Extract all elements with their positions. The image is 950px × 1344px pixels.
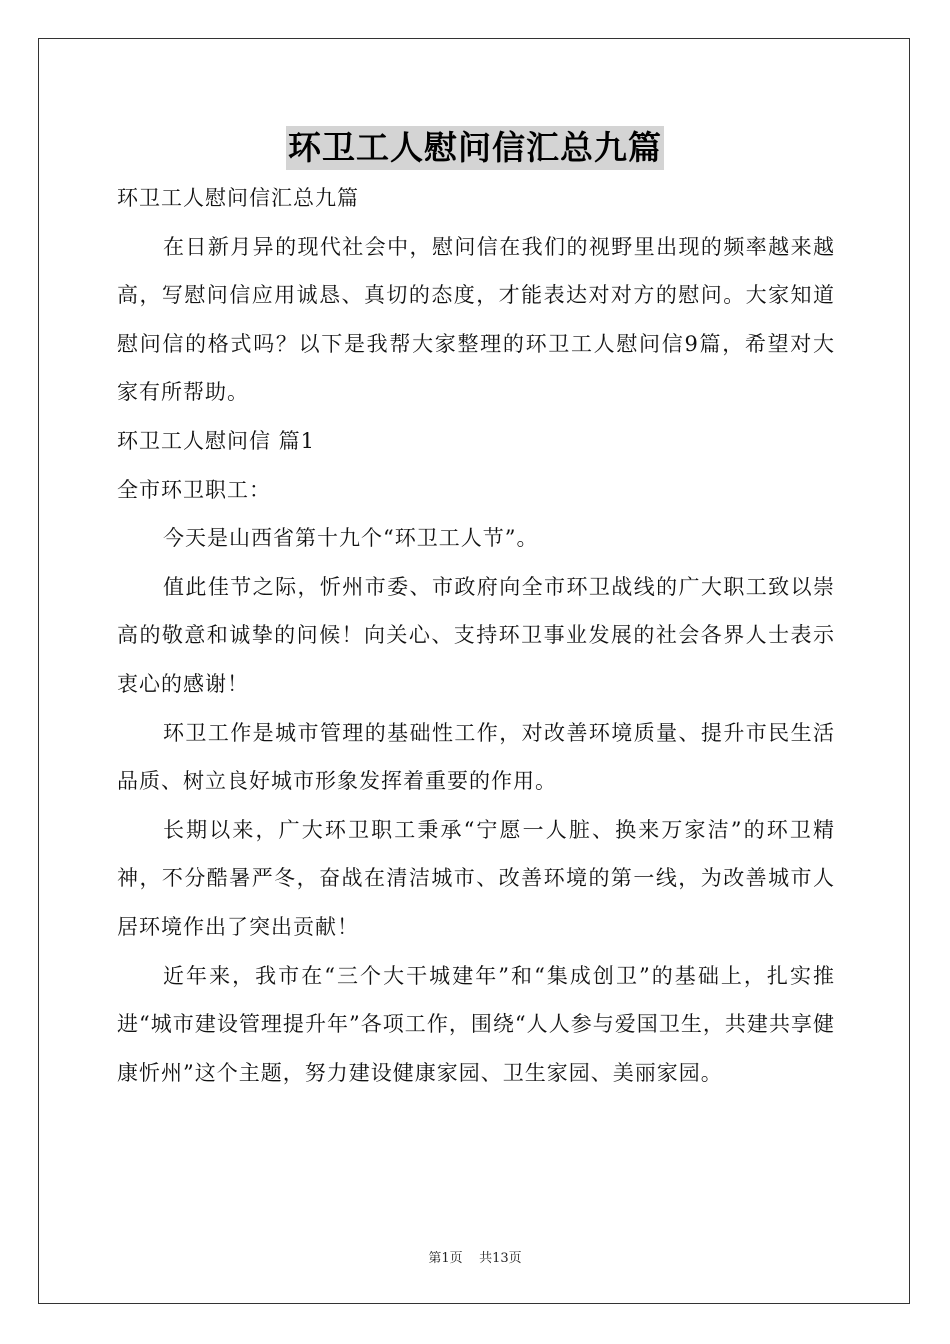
subtitle-line: 环卫工人慰问信汇总九篇 <box>117 186 359 210</box>
document-body <box>117 174 835 1097</box>
intro-paragraph: 在日新月异的现代社会中，慰问信在我们的视野里出现的频率越来越高，写慰问信应用诚恳、真切的态度，才能表达对对方的慰问。大家知道慰问信的格式吗？以下是我帮大家整理的环卫工人慰问信9篇，希望对大家有所帮助。 <box>117 234 835 405</box>
salutation: 全市环卫职工： <box>117 477 271 502</box>
body-paragraph: 值此佳节之际，忻州市委、市政府向全市环卫战线的广大职工致以崇高的敬意和诚挚的问候！向关心、支持环卫事业发展的社会各界人士表示衷心的感谢！ <box>117 574 835 696</box>
body-paragraph: 长期以来，广大环卫职工秉承“宁愿一人脏、换来万家洁”的环卫精神，不分酷暑严冬，奋战在清洁城市、改善环境的第一线，为改善城市人居环境作出了突出贡献！ <box>117 817 835 939</box>
total-pages: 共13页 <box>479 1251 522 1266</box>
section-heading: 环卫工人慰问信 篇1 <box>117 428 316 453</box>
body-paragraph: 环卫工作是城市管理的基础性工作，对改善环境质量、提升市民生活品质、树立良好城市形象发挥着重要的作用。 <box>117 720 835 794</box>
document-title: 环卫工人慰问信汇总九篇 <box>286 126 664 170</box>
page-number: 第1页 <box>428 1251 463 1266</box>
page-footer <box>0 1247 950 1266</box>
title-container <box>0 126 950 170</box>
body-paragraph: 今天是山西省第十九个“环卫工人节”。 <box>163 526 539 551</box>
body-paragraph: 近年来，我市在“三个大干城建年”和“集成创卫”的基础上，扎实推进“城市建设管理提升年”各项工作，围绕“人人参与爱国卫生，共建共享健康忻州”这个主题，努力建设健康家园、卫生家园、美丽家园。 <box>117 963 835 1085</box>
